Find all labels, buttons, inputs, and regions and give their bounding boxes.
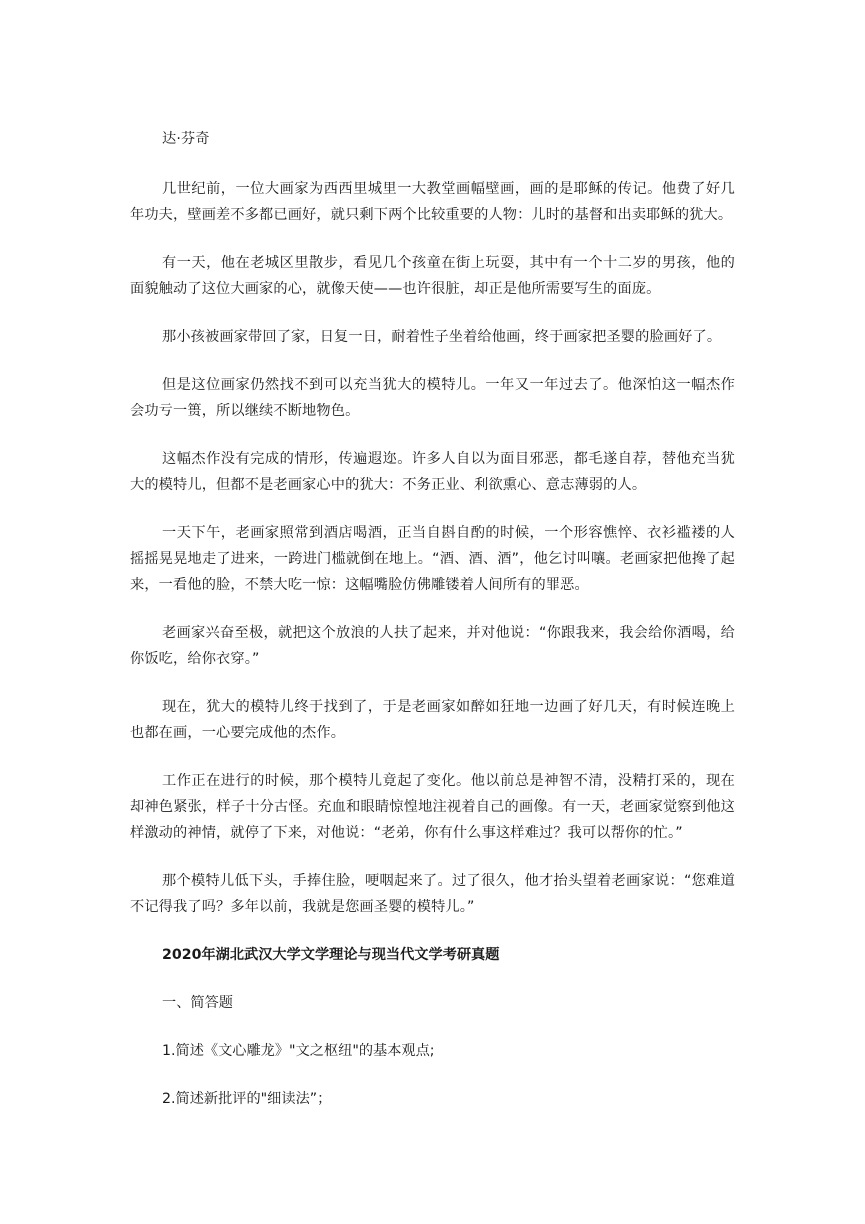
story-title: 达·芬奇 — [162, 131, 210, 147]
story-paragraph: 有一天，他在老城区里散步，看见几个孩童在街上玩耍，其中有一个十二岁的男孩，他的面貌触动了这位大画家的心，就像天使——也许很脏，却正是他所需要写生的面庞。 — [130, 255, 735, 297]
story-paragraph: 这幅杰作没有完成的情形，传遍遐迩。许多人自以为面目邪恶，都毛遂自荐，替他充当犹大的模特儿，但都不是老画家心中的犹大：不务正业、利欲熏心、意志薄弱的人。 — [130, 451, 735, 493]
story-paragraph: 那个模特儿低下头，手捧住脸，哽咽起来了。过了很久，他才抬头望着老画家说：“您难道不记得我了吗？多年以前，我就是您画圣婴的模特儿。” — [130, 873, 735, 915]
exam-heading: 2020年湖北武汉大学文学理论与现当代文学考研真题 — [162, 947, 500, 963]
story-paragraph: 老画家兴奋至极，就把这个放浪的人扶了起来，并对他说：“你跟我来，我会给你酒喝，给你饭吃，给你衣穿。” — [130, 625, 735, 667]
story-paragraph: 一天下午，老画家照常到酒店喝酒，正当自斟自酌的时候，一个形容憔悴、衣衫褴褛的人摇摇晃晃地走了进来，一跨进门槛就倒在地上。“酒、酒、酒”，他乞讨叫嚷。老画家把他搀了起来，一看他的脸，不禁大吃一惊：这幅嘴脸仿佛雕镂着人间所有的罪恶。 — [130, 525, 735, 593]
story-paragraph: 现在，犹大的模特儿终于找到了，于是老画家如醉如狂地一边画了好几天，有时候连晚上也都在画，一心要完成他的杰作。 — [130, 699, 735, 741]
story-paragraph: 那小孩被画家带回了家，日复一日，耐着性子坐着给他画，终于画家把圣婴的脸画好了。 — [162, 329, 722, 345]
exam-question: 2.简述新批评的"细读法”； — [162, 1091, 332, 1107]
exam-question: 1.简述《文心雕龙》"文之枢纽"的基本观点; — [162, 1043, 435, 1059]
story-paragraph: 几世纪前，一位大画家为西西里城里一大教堂画幅壁画，画的是耶稣的传记。他费了好几年功夫，壁画差不多都已画好，就只剩下两个比较重要的人物：儿时的基督和出卖耶稣的犹大。 — [130, 181, 735, 223]
story-paragraph: 工作正在进行的时候，那个模特儿竟起了变化。他以前总是神智不清，没精打采的，现在却神色紧张，样子十分古怪。充血和眼睛惊惶地注视着自己的画像。有一天，老画家觉察到他这样激动的神情，就停了下来，对他说：“老弟，你有什么事这样难过？我可以帮你的忙。” — [130, 773, 735, 841]
story-paragraph: 但是这位画家仍然找不到可以充当犹大的模特儿。一年又一年过去了。他深怕这一幅杰作会功亏一篑，所以继续不断地物色。 — [130, 377, 735, 419]
exam-section-title: 一、简答题 — [162, 995, 233, 1011]
